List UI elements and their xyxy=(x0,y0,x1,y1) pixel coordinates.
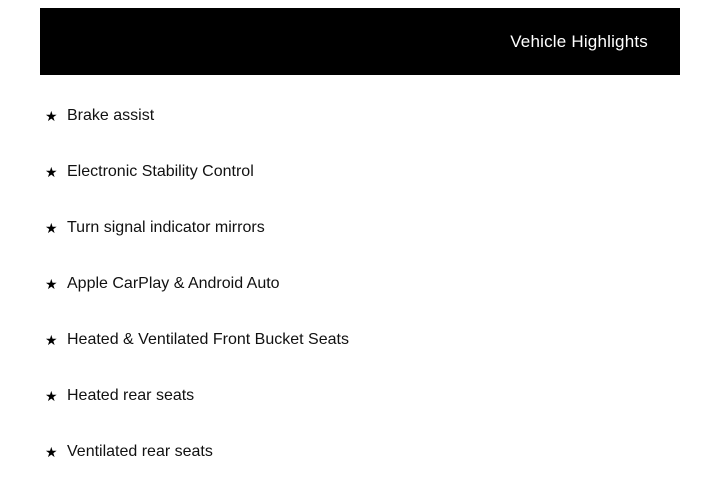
list-item xyxy=(40,88,680,144)
list-item-label: Ventilated rear seats xyxy=(67,443,213,460)
list-item xyxy=(40,312,680,368)
star-icon: ★ xyxy=(45,332,58,348)
star-icon: ★ xyxy=(45,444,58,460)
star-icon: ★ xyxy=(45,108,58,124)
highlights-list xyxy=(40,88,680,480)
list-item-label: Heated & Ventilated Front Bucket Seats xyxy=(67,331,349,348)
header-bar xyxy=(40,8,680,75)
list-item-label: Heated rear seats xyxy=(67,387,195,404)
star-icon: ★ xyxy=(45,276,58,292)
list-item-label: Turn signal indicator mirrors xyxy=(67,219,265,236)
star-icon: ★ xyxy=(45,220,58,236)
star-icon: ★ xyxy=(45,164,58,180)
list-item xyxy=(40,256,680,312)
star-icon: ★ xyxy=(45,388,58,404)
list-item xyxy=(40,368,680,424)
list-item-label: Electronic Stability Control xyxy=(67,163,254,180)
list-item xyxy=(40,200,680,256)
page-title: Vehicle Highlights xyxy=(510,31,648,51)
list-item-label: Brake assist xyxy=(67,107,155,124)
list-item-label: Apple CarPlay & Android Auto xyxy=(67,275,280,292)
list-item xyxy=(40,144,680,200)
list-item xyxy=(40,424,680,480)
